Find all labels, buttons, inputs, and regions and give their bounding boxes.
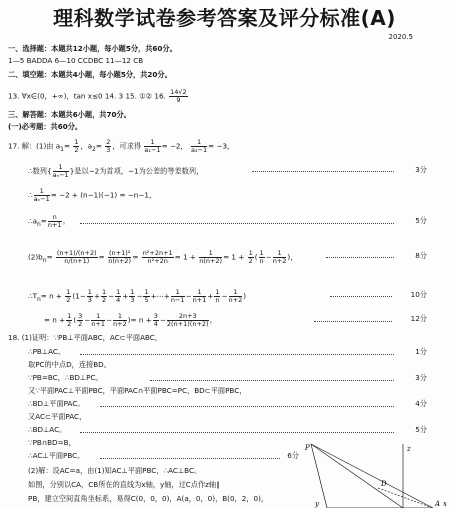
q18-line11: (2)解：设AC=a，由(1)知AC⊥平面PBC，∴AC⊥BC。 [28, 466, 202, 475]
score-label: 6分 [287, 451, 299, 460]
score-label: 5分 [415, 425, 427, 434]
label-x: x [443, 500, 447, 508]
label-z: z [407, 445, 411, 453]
dot-leader [100, 458, 280, 459]
score-label: 12分 [410, 314, 427, 323]
section-choice-heading: 一、选择题：本题共12小题，每小题5分，共60分。 [8, 44, 177, 53]
q18-line5: 又∵平面PAC⊥平面PBC，平面PAC∩平面PBC=PC，BD⊂平面PBC， [28, 386, 247, 395]
dot-leader [252, 171, 394, 172]
dot-leader [80, 354, 394, 355]
score-label: 4分 [415, 399, 427, 408]
dot-leader [150, 380, 394, 381]
score-label: 10分 [410, 290, 427, 299]
q18-line7: 又AC⊂平面PAC， [28, 412, 87, 421]
q18-line9: ∵PB∩BD=B， [28, 438, 76, 447]
q18-line13: PB，建立空间直角坐标系，易得C(0，0，0)，A(a，0，0)，B(0，2，0)， [28, 494, 269, 503]
label-a: A [435, 500, 441, 508]
q17-line1: 17. 解：(1)由 $a_1=$ $\frac{1}{2}$ ，$a_2=$ $\frac{2}{3}$ ，可求得 $\frac{1}{\text{a₁−1}}$ = −2， $\frac{1}{\text{a₂−1}}$ = −3， [8, 138, 235, 154]
q17-line4: $\therefore a_n=$ $\frac{n}{n+1}$ 。 [28, 213, 70, 229]
q18-line12: 如图，分别以CA，CB所在的直线为x轴，y轴，过C点作z轴∥ [28, 480, 220, 489]
geometry-figure [283, 442, 449, 508]
page-title: 理科数学试卷参考答案及评分标准(A) [53, 6, 396, 30]
q18-line1: 18. (1)证明：∵PB⊥平面ABC，AC⊂平面ABC， [8, 333, 162, 342]
q17-line5: $(2)b_n=$ $\frac{(n+1)/(n+2)}{n/(n+1)}$ = $\frac{\text{(n+1)²}}{n(n+2)}$ = $\frac{\text{n²+2n+1}}{\text{n²+2n}}$ = 1 + $\frac{1}{n(n+2)}$ = 1 + $\frac{1}{2}$ ( $\frac{1}{n}$ − $\frac{1}{n+2}$ )， [28, 249, 298, 265]
score-label: 1分 [415, 347, 427, 356]
q18-line2: ∴PB⊥AC。 [28, 347, 66, 356]
q18-line4: ∵PB=BC，∴BD⊥PC。 [28, 373, 103, 382]
q18-line3: 取PC的中点D，连接BD。 [28, 360, 111, 369]
date-label: 2020.5 [388, 33, 413, 41]
q17-line2: ∴数列{ $\frac{1}{\text{aₙ−1}}$ }是以−2为首项，−1为公差的等差数列， [28, 163, 204, 179]
q18-line6: ∴BD⊥平面PAC。 [28, 399, 85, 408]
dot-leader [314, 321, 392, 322]
required-heading: (一)必考题：共60分。 [8, 122, 83, 131]
q17-line3: ∴ $\frac{1}{\text{aₙ−1}}$ = −2 + (n−1)(−1) = −n−1， [28, 187, 157, 203]
dot-leader [326, 257, 394, 258]
choice-answers: 1—5 BADDA 6—10 CCDBC 11—12 CB [8, 56, 144, 65]
label-p: P [305, 444, 310, 452]
section-solution-heading: 三、解答题：本题共6小题，共70分。 [8, 110, 131, 119]
dot-leader [330, 296, 392, 297]
score-label: 3分 [415, 373, 427, 382]
score-label: 8分 [415, 251, 427, 260]
q16-fraction: $\frac{14√2}{9}$ [170, 88, 187, 104]
q17-line6: $\therefore T_n= n$ + $\frac{1}{2}$ (1− $\frac{1}{3}$ + $\frac{1}{2}$ − $\frac{1}{4}$ + $\frac{1}{3}$ − $\frac{1}{5}$ +⋯+ $\frac{1}{n-1}$ − $\frac{1}{n+1}$ + $\frac{1}{n}$ − $\frac{1}{n+2}$ ) [28, 288, 247, 304]
dot-leader [100, 406, 394, 407]
dot-leader [80, 223, 394, 224]
section-fill-heading: 二、填空题：本题共4小题，每小题5分，共20分。 [8, 70, 172, 79]
fill-answers: 13. ∀x∈(0，+∞)，tan x≤0 14. 3 15. ①② 16. $\frac{14√2}{9}$ [8, 88, 187, 104]
label-d: D [381, 480, 387, 488]
dot-leader [80, 432, 394, 433]
q18-line8: ∴BD⊥AC。 [28, 425, 67, 434]
q18-line10: ∴AC⊥平面PBC。 [28, 451, 85, 460]
score-label: 3分 [415, 165, 427, 174]
q17-line7: = n + $\frac{1}{2}$ ( $\frac{3}{2}$ − $\frac{1}{n+1}$ − $\frac{1}{n+2}$ )= n + $\frac{3}{4}$ − $\frac{2n+3}{2(n+1)(n+2)}$ 。 [44, 312, 217, 328]
score-label: 5分 [415, 216, 427, 225]
label-y: y [315, 500, 319, 508]
